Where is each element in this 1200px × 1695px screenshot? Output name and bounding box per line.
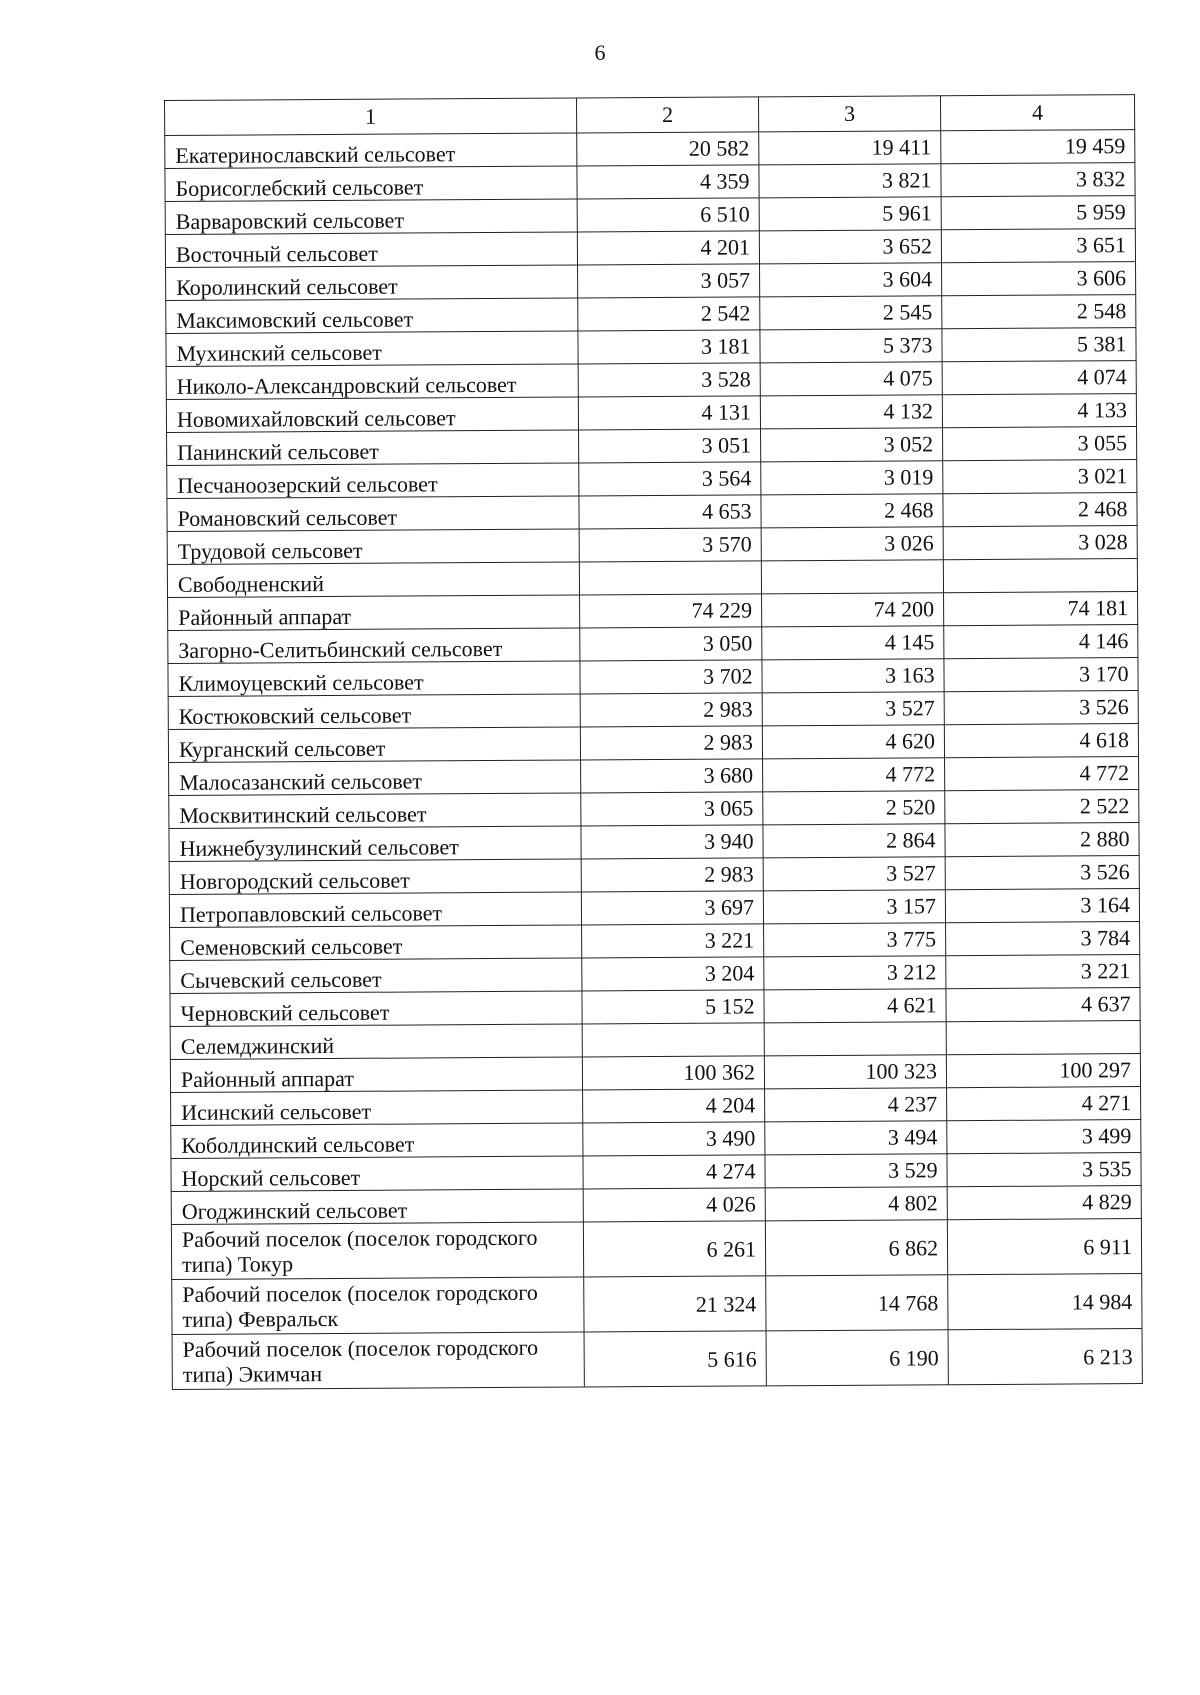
value-col-4-cell: 3 028: [943, 526, 1137, 560]
value-col-3-cell: 4 772: [763, 758, 945, 792]
value-col-4-cell: 4 618: [944, 724, 1138, 758]
value-col-2-cell: 3 940: [581, 825, 763, 859]
value-col-4-cell: 4 133: [942, 394, 1136, 428]
value-col-4-cell: 3 055: [943, 427, 1137, 461]
value-col-4-cell: 2 548: [942, 295, 1136, 329]
value-col-4-cell: [943, 559, 1137, 593]
value-col-3-cell: 3 157: [763, 890, 945, 924]
value-col-2-cell: 4 201: [577, 231, 759, 265]
value-col-4-cell: 74 181: [944, 592, 1138, 626]
value-col-2-cell: 3 065: [581, 792, 763, 826]
value-col-3-cell: 100 323: [764, 1055, 946, 1089]
budget-table-container: [164, 94, 1142, 1390]
value-col-2-cell: 2 983: [580, 693, 762, 727]
row-name-cell: Рабочий поселок (поселок городского типа) Февральск: [172, 1277, 584, 1335]
value-col-2-cell: 5 616: [584, 1331, 766, 1387]
value-col-3-cell: 4 075: [760, 362, 942, 396]
row-name-cell: Черновский сельсовет: [170, 991, 582, 1027]
value-col-2-cell: 21 324: [584, 1276, 766, 1332]
value-col-3-cell: 2 864: [763, 824, 945, 858]
value-col-2-cell: 3 181: [578, 330, 760, 364]
value-col-4-cell: 3 526: [945, 856, 1139, 890]
value-col-2-cell: 6 510: [577, 198, 759, 232]
value-col-2-cell: 3 057: [578, 264, 760, 298]
value-col-3-cell: 3 821: [759, 164, 941, 198]
value-col-4-cell: 3 164: [945, 889, 1139, 923]
column-header-3: 3: [758, 96, 940, 132]
value-col-3-cell: 4 145: [762, 626, 944, 660]
value-col-2-cell: 4 026: [583, 1188, 765, 1222]
value-col-4-cell: 100 297: [946, 1054, 1140, 1088]
row-name-cell: Семеновский сельсовет: [170, 925, 582, 961]
row-name-cell: Загорно-Селитьбинский сельсовет: [168, 628, 580, 664]
column-header-4: 4: [940, 95, 1134, 131]
row-name-cell: Борисоглебский сельсовет: [165, 166, 577, 202]
value-col-4-cell: 2 522: [945, 790, 1139, 824]
value-col-2-cell: 2 983: [580, 726, 762, 760]
value-col-3-cell: 2 520: [763, 791, 945, 825]
value-col-3-cell: [761, 560, 943, 594]
row-name-cell: Максимовский сельсовет: [166, 298, 578, 334]
value-col-4-cell: 3 021: [943, 460, 1137, 494]
row-name-cell: Трудовой сельсовет: [167, 529, 579, 565]
value-col-4-cell: [946, 1021, 1140, 1055]
row-name-cell: Свободненский: [167, 562, 579, 598]
row-name-cell: Новомихайловский сельсовет: [166, 397, 578, 433]
value-col-4-cell: 19 459: [941, 130, 1135, 164]
value-col-2-cell: 74 229: [580, 594, 762, 628]
value-col-4-cell: 4 074: [942, 361, 1136, 395]
value-col-2-cell: 3 564: [579, 462, 761, 496]
row-name-cell: Климоуцевский сельсовет: [168, 661, 580, 697]
row-name-cell: Сычевский сельсовет: [170, 958, 582, 994]
value-col-3-cell: 6 190: [766, 1330, 948, 1386]
value-col-4-cell: 3 535: [947, 1153, 1141, 1187]
value-col-2-cell: 3 204: [582, 957, 764, 991]
value-col-3-cell: [764, 1022, 946, 1056]
value-col-4-cell: 6 213: [948, 1329, 1142, 1385]
row-name-cell: Песчаноозерский сельсовет: [167, 463, 579, 499]
value-col-3-cell: 3 604: [760, 263, 942, 297]
value-col-3-cell: 3 527: [763, 857, 945, 891]
row-name-cell: Исинский сельсовет: [171, 1090, 583, 1126]
value-col-4-cell: 3 499: [947, 1120, 1141, 1154]
value-col-3-cell: 2 545: [760, 296, 942, 330]
value-col-3-cell: 5 961: [759, 197, 941, 231]
value-col-3-cell: 14 768: [766, 1275, 948, 1331]
value-col-2-cell: 6 261: [583, 1221, 765, 1277]
row-name-cell: Нижнебузулинский сельсовет: [169, 826, 581, 862]
value-col-3-cell: 3 019: [761, 461, 943, 495]
table-row: [172, 1329, 1142, 1390]
value-col-2-cell: 3 050: [580, 627, 762, 661]
table-row: [171, 1219, 1141, 1280]
value-col-4-cell: 5 959: [941, 196, 1135, 230]
value-col-2-cell: 5 152: [582, 990, 764, 1024]
value-col-2-cell: 3 221: [582, 924, 764, 958]
value-col-3-cell: 3 652: [759, 230, 941, 264]
value-col-4-cell: 3 651: [941, 229, 1135, 263]
page-number: 6: [594, 40, 606, 65]
row-name-cell: Новгородский сельсовет: [169, 859, 581, 895]
value-col-3-cell: 3 163: [762, 659, 944, 693]
column-header-1: 1: [165, 98, 577, 136]
value-col-3-cell: 3 494: [765, 1121, 947, 1155]
row-name-cell: Восточный сельсовет: [165, 232, 577, 268]
value-col-2-cell: 2 542: [578, 297, 760, 331]
value-col-4-cell: 4 772: [945, 757, 1139, 791]
row-name-cell: Рабочий поселок (поселок городского типа) Токур: [171, 1222, 583, 1280]
value-col-2-cell: 3 528: [578, 363, 760, 397]
value-col-3-cell: 4 132: [760, 395, 942, 429]
row-name-cell: Рабочий поселок (поселок городского типа) Экимчан: [172, 1332, 584, 1390]
value-col-2-cell: 100 362: [582, 1056, 764, 1090]
value-col-3-cell: 74 200: [762, 593, 944, 627]
row-name-cell: Норский сельсовет: [171, 1156, 583, 1192]
row-name-cell: Костюковский сельсовет: [168, 694, 580, 730]
header-row: [165, 95, 1135, 136]
value-col-3-cell: 3 052: [761, 428, 943, 462]
value-col-2-cell: 4 131: [578, 396, 760, 430]
row-name-cell: Курганский сельсовет: [168, 727, 580, 763]
value-col-2-cell: 20 582: [577, 132, 759, 166]
value-col-3-cell: 3 212: [764, 956, 946, 990]
row-name-cell: Мухинский сельсовет: [166, 331, 578, 367]
value-col-4-cell: 3 221: [946, 955, 1140, 989]
value-col-2-cell: 2 983: [581, 858, 763, 892]
value-col-4-cell: 3 832: [941, 163, 1135, 197]
value-col-2-cell: 3 702: [580, 660, 762, 694]
value-col-4-cell: 5 381: [942, 328, 1136, 362]
value-col-2-cell: 3 680: [581, 759, 763, 793]
value-col-4-cell: 3 784: [946, 922, 1140, 956]
value-col-4-cell: 6 911: [947, 1219, 1141, 1275]
value-col-3-cell: 5 373: [760, 329, 942, 363]
value-col-2-cell: 3 490: [583, 1122, 765, 1156]
row-name-cell: Малосазанский сельсовет: [169, 760, 581, 796]
value-col-2-cell: 3 697: [581, 891, 763, 925]
row-name-cell: Петропавловский сельсовет: [169, 892, 581, 928]
value-col-2-cell: 4 274: [583, 1155, 765, 1189]
value-col-3-cell: 4 621: [764, 989, 946, 1023]
row-name-cell: Москвитинский сельсовет: [169, 793, 581, 829]
value-col-3-cell: 19 411: [759, 131, 941, 165]
value-col-3-cell: 3 529: [765, 1154, 947, 1188]
row-name-cell: Королинский сельсовет: [166, 265, 578, 301]
value-col-4-cell: 4 637: [946, 988, 1140, 1022]
value-col-4-cell: 14 984: [948, 1274, 1142, 1330]
row-name-cell: Районный аппарат: [170, 1057, 582, 1093]
value-col-4-cell: 2 468: [943, 493, 1137, 527]
value-col-3-cell: 3 026: [761, 527, 943, 561]
value-col-2-cell: 4 359: [577, 165, 759, 199]
value-col-2-cell: [582, 1023, 764, 1057]
column-header-2: 2: [576, 97, 758, 133]
value-col-4-cell: 4 271: [947, 1087, 1141, 1121]
row-name-cell: Екатеринославский сельсовет: [165, 133, 577, 169]
value-col-3-cell: 2 468: [761, 494, 943, 528]
row-name-cell: Районный аппарат: [168, 595, 580, 631]
row-name-cell: Коболдинский сельсовет: [171, 1123, 583, 1159]
value-col-4-cell: 2 880: [945, 823, 1139, 857]
value-col-4-cell: 3 526: [944, 691, 1138, 725]
row-name-cell: Романовский сельсовет: [167, 496, 579, 532]
value-col-2-cell: 4 653: [579, 495, 761, 529]
value-col-2-cell: 4 204: [583, 1089, 765, 1123]
row-name-cell: Панинский сельсовет: [167, 430, 579, 466]
table-body: [165, 130, 1143, 1390]
table-row: [172, 1274, 1142, 1335]
row-name-cell: Николо-Александровский сельсовет: [166, 364, 578, 400]
value-col-4-cell: 4 829: [947, 1186, 1141, 1220]
value-col-4-cell: 4 146: [944, 625, 1138, 659]
value-col-2-cell: 3 051: [579, 429, 761, 463]
value-col-2-cell: 3 570: [579, 528, 761, 562]
value-col-3-cell: 3 527: [762, 692, 944, 726]
value-col-3-cell: 6 862: [765, 1220, 947, 1276]
value-col-3-cell: 4 802: [765, 1187, 947, 1221]
budget-table: [164, 94, 1143, 1390]
value-col-4-cell: 3 170: [944, 658, 1138, 692]
row-name-cell: Огоджинский сельсовет: [171, 1189, 583, 1225]
row-name-cell: Селемджинский: [170, 1024, 582, 1060]
value-col-2-cell: [579, 561, 761, 595]
row-name-cell: Варваровский сельсовет: [165, 199, 577, 235]
value-col-4-cell: 3 606: [942, 262, 1136, 296]
value-col-3-cell: 3 775: [764, 923, 946, 957]
value-col-3-cell: 4 237: [765, 1088, 947, 1122]
value-col-3-cell: 4 620: [762, 725, 944, 759]
